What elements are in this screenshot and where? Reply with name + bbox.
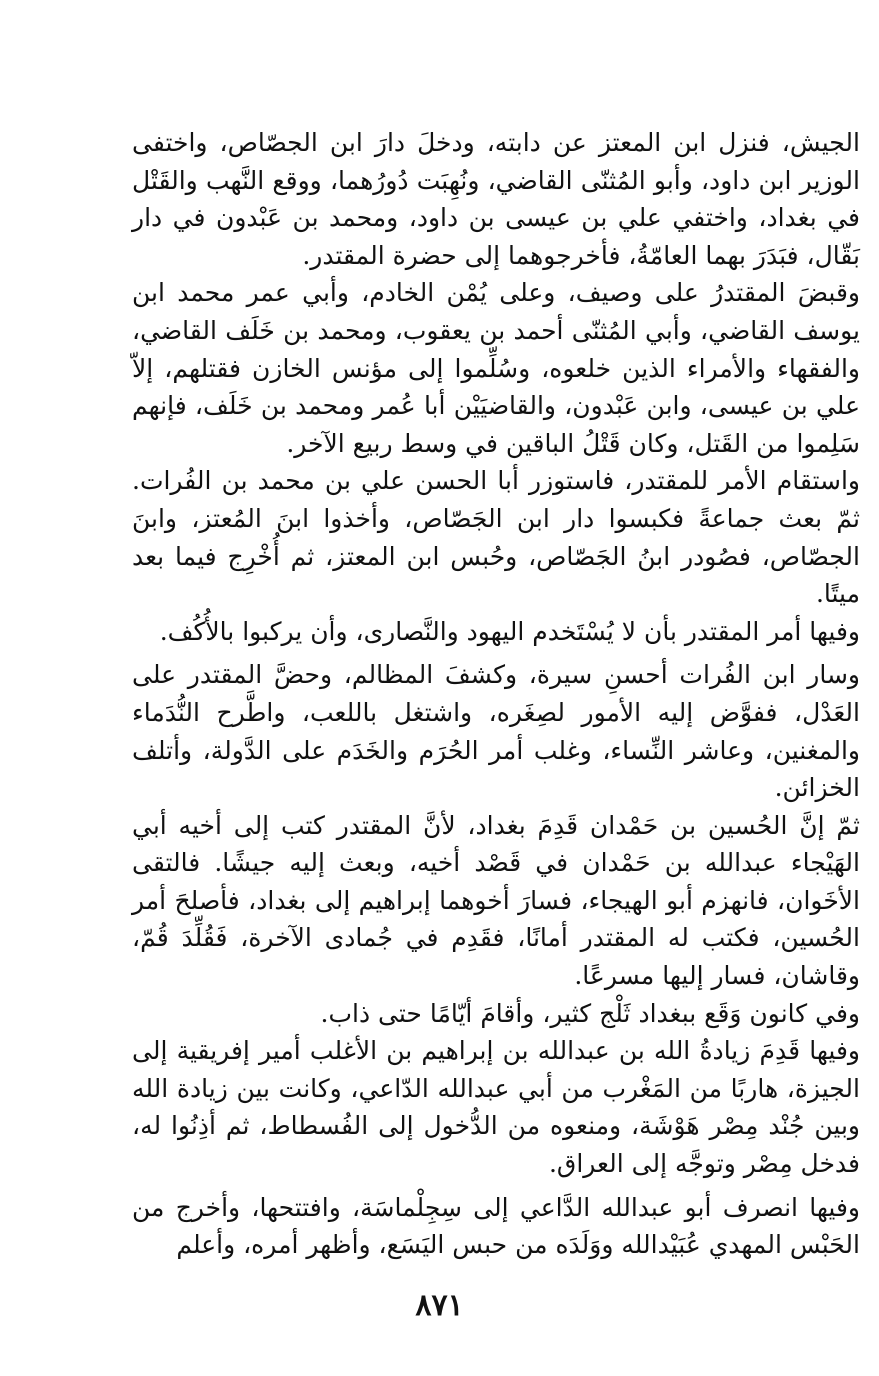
- paragraph-5: وسار ابن الفُرات أحسنِ سيرة، وكشفَ المظالم، وحضَّ المقتدر على العَدْل، ففوَّض إليه الأمور لصِغَره، واشتغل باللعب، واطَّرح النُّدَماء والمغنين، وعاشر النِّساء، وغلب أمر الحُرَم والخَدَم على الدَّولة، وأتلف الخزائن.: [132, 660, 860, 803]
- paragraph-7: وفي كانون وَقَع ببغداد ثَلْج كثير، وأقامَ أيّامًا حتى ذاب.: [320, 998, 860, 1028]
- paragraph-8: وفيها قَدِمَ زيادةُ الله بن عبدالله بن إبراهيم بن الأغلب أمير إفريقية إلى الجيزة، هاربًا من المَغْرب من أبي عبدالله الدّاعي، وكانت بين زيادة الله وبين جُنْد مِصْر هَوْشَة، ومنعوه من الدُّخول إلى الفُسطاط، ثم أذِنُوا له، فدخل مِصْر وتوجَّه إلى العراق.: [132, 1036, 860, 1179]
- paragraph-2: وقبضَ المقتدرُ على وصيف، وعلى يُمْن الخادم، وأبي عمر محمد ابن يوسف القاضي، وأبي المُثنّى أحمد بن يعقوب، ومحمد بن خَلَف القاضي، والفقهاء والأمراء الذين خلعوه، وسُلِّموا إلى مؤنس الخازن فقتلهم، إلاّ علي بن عيسى، وابن عَبْدون، والقاضيَيْن أبا عُمر ومحمد بن خَلَف، فإنهم سَلِموا من القَتل، وكان قَتْلُ الباقين في وسط ربيع الآخر.: [132, 278, 860, 458]
- page-number: ٨٧١: [415, 1288, 464, 1323]
- paragraph-1: الجيش، فنزل ابن المعتز عن دابته، ودخلَ دارَ ابن الجصّاص، واختفى الوزير ابن داود، وأبو المُثنّى القاضي، ونُهِبَت دُورُهما، ووقع النَّهب والقَتْل في بغداد، واختفي علي بن عيسى بن داود، ومحمد بن عَبْدون في دار بَقّال، فبَدَرَ بهما العامّةُ، فأخرجوهما إلى حضرة المقتدر.: [132, 128, 860, 270]
- paragraph-9: وفيها انصرف أبو عبدالله الدَّاعي إلى سِجِلْماسَة، وافتتحها، وأخرج من الحَبْس المهدي عُبَيْدالله ووَلَدَه من حبس اليَسَع، وأظهر أمره، وأعلم: [132, 1192, 860, 1260]
- paragraph-6: ثمّ إنَّ الحُسين بن حَمْدان قَدِمَ بغداد، لأنَّ المقتدر كتب إلى أخيه أبي الهَيْجاء عبدالله بن حَمْدان في قَصْد أخيه، وبعث إليه جيشًا. فالتقى الأخَوان، فانهزم أبو الهيجاء، فسارَ أخوهما إبراهيم إلى بغداد، فأصلحَ أمر الحُسين، فكتب له المقتدر أمانًا، فقَدِم في جُمادى الآخرة، فَقُلِّدَ قُمّ، وقاشان، فسار إليها مسرعًا.: [132, 810, 860, 991]
- body-text: [132, 124, 860, 1264]
- paragraph-3: واستقام الأمر للمقتدر، فاستوزر أبا الحسن علي بن محمد بن الفُرات. ثمّ بعث جماعةً فكبسوا دار ابن الجَصّاص، وأخذوا ابنَ المُعتز، وابنَ الجصّاص، فصُودر ابنُ الجَصّاص، وحُبس ابن المعتز، ثم أُخْرِج فيما بعد ميتًا.: [132, 466, 860, 609]
- paragraph-4: وفيها أمر المقتدر بأن لا يُسْتَخدم اليهود والنَّصارى، وأن يركبوا بالأُكُف.: [159, 616, 860, 646]
